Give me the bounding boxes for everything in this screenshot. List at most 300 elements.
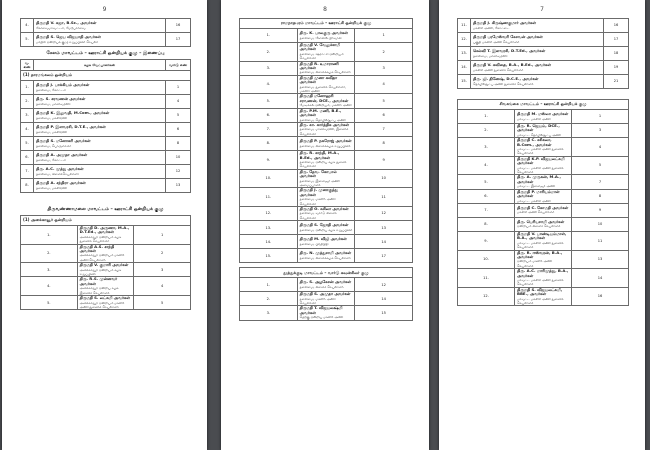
candidate-designation: தலைமை, மாணவரணி bbox=[36, 101, 71, 106]
ward-number: 11 bbox=[355, 188, 413, 207]
row-serial: 6. bbox=[458, 189, 515, 203]
row-serial: 1. bbox=[240, 278, 298, 292]
candidates-table bbox=[20, 59, 191, 193]
row-serial: 5. bbox=[21, 137, 34, 151]
ward-number: 16 bbox=[572, 287, 629, 306]
candidate-name: திருமதி T. விஜயலக்ஷ்மி அவர்கள் bbox=[299, 305, 343, 315]
candidate-name: திரு. K. பாலகுரு அவர்கள் bbox=[299, 30, 348, 36]
candidate-designation: தலைமை, துணைச் செயலாளர், மகளிர் அணி bbox=[299, 84, 346, 94]
table-row bbox=[21, 81, 191, 95]
table-row bbox=[21, 263, 191, 277]
table-row bbox=[240, 306, 413, 320]
candidate-designation: மாவட்ட தொழில்நுட்ப அணி bbox=[517, 132, 561, 137]
row-serial: 10. bbox=[240, 169, 298, 188]
candidate-name: திருமதி A.S. சாந்தி அவர்கள் bbox=[79, 243, 115, 254]
table-row bbox=[21, 151, 191, 165]
category-label: (1) தாரமங்கலம் ஒன்றியம் bbox=[21, 71, 191, 81]
candidate-designation: அனக்காவூர் ஒன்றியம் கழக உறுப்பினர் bbox=[79, 267, 122, 277]
candidates-table bbox=[239, 267, 413, 320]
row-serial: 15. bbox=[240, 249, 298, 263]
candidate-name: திருமதி P. நகரோஜ் அவர்கள் bbox=[299, 138, 352, 144]
page-number: 8 bbox=[323, 6, 327, 13]
ward-number: 17 bbox=[355, 249, 413, 263]
row-serial: 5. bbox=[240, 94, 298, 108]
candidate-designation: மாவட்ட மகளிர் அணி bbox=[517, 116, 551, 121]
table-row bbox=[458, 156, 629, 175]
candidate-name: திருமதி D. அருணா, M.A., D.T.Ed., அவர்கள் bbox=[79, 225, 130, 235]
candidate-designation: தலைமை, கிளைச்செயலாளர் bbox=[36, 171, 79, 176]
candidate-designation: அனக்காவூர் ஒன்றியம் கழக துணைச் செயலாளர் bbox=[79, 234, 122, 244]
candidate-cell bbox=[515, 124, 572, 138]
ward-number: 14 bbox=[355, 292, 413, 306]
candidate-designation: தலைமை, மகளிர் அணி செயலாளர் bbox=[299, 197, 336, 206]
table-row bbox=[458, 175, 629, 189]
ward-number: 3 bbox=[355, 61, 413, 75]
row-serial: 13. bbox=[458, 47, 471, 61]
candidate-name: திரு. S. சரவணன் அவர்கள் bbox=[36, 96, 86, 102]
row-serial: 7. bbox=[458, 203, 515, 217]
candidate-name: திரு. தேவ. கோபால் அவர்கள் bbox=[299, 168, 337, 179]
ward-number: 12 bbox=[355, 278, 413, 292]
candidate-name: திரு. R. சாந்தி, M.A., B.Ed., அவர்கள் bbox=[299, 150, 340, 160]
table-row bbox=[458, 269, 629, 288]
candidates-table bbox=[20, 215, 191, 310]
row-serial: 4. bbox=[21, 123, 34, 137]
ward-number: 17 bbox=[604, 33, 629, 47]
ward-number: 16 bbox=[604, 19, 629, 33]
candidate-cell bbox=[297, 151, 355, 170]
candidate-name: திரு. S. அழகேசன் அவர்கள் bbox=[299, 279, 351, 285]
candidate-cell bbox=[297, 292, 355, 306]
table-row bbox=[21, 123, 191, 137]
candidate-cell bbox=[34, 137, 166, 151]
candidate-designation: மாவட்ட மகளிர் அணி துணைச் செயலாளர் bbox=[517, 165, 564, 175]
candidate-name: திருமதி V. பாண்டியம்மாள், B.A., அவர்கள் bbox=[517, 230, 567, 241]
candidate-name: திருமதி K. இலுவதி, M.Com., அவர்கள் bbox=[36, 110, 110, 116]
candidate-cell bbox=[297, 43, 355, 62]
row-serial: 11. bbox=[240, 188, 298, 207]
candidate-name: திருமதி V. குமாரி அவர்கள் bbox=[79, 262, 129, 268]
candidate-cell bbox=[34, 179, 166, 193]
candidate-cell bbox=[297, 188, 355, 207]
table-row bbox=[240, 94, 413, 108]
table-row bbox=[21, 165, 191, 179]
candidate-designation: தலைமை, இளைஞர் அணி அமைப்பாளர் bbox=[299, 178, 340, 187]
candidate-name: செல்வி T. இளவரசி, D.T.Ed., அவர்கள் bbox=[473, 48, 546, 54]
candidate-designation: மாவட்ட இளைஞர் அணி bbox=[517, 184, 556, 189]
row-serial: 2. bbox=[458, 124, 515, 138]
candidate-cell bbox=[34, 33, 166, 47]
candidate-name: திருமதி J. முனாகுத்து அவர்கள் bbox=[299, 187, 338, 197]
candidate-cell bbox=[77, 296, 134, 310]
candidate-name: திருமதி பரமேஸ்வரி கேசவன் அவர்கள் bbox=[473, 34, 543, 40]
candidate-cell bbox=[471, 47, 604, 61]
column-header-name: கழக வேட்பாளர்கள் bbox=[34, 60, 166, 71]
table-row bbox=[458, 287, 629, 306]
candidate-designation: மாவட்ட மகளிர் அணி bbox=[517, 198, 551, 203]
table-row bbox=[458, 47, 629, 61]
ward-number: 5 bbox=[166, 109, 191, 123]
table-row bbox=[458, 189, 629, 203]
candidate-designation: தலைமை, கோட்டம் bbox=[36, 157, 66, 162]
top-continuation-table bbox=[20, 18, 191, 47]
row-serial: 4. bbox=[21, 19, 34, 33]
ward-number: 6 bbox=[355, 108, 413, 122]
candidate-designation: தலைமை, ஊராட்சி ஒன்றியம் செயலாளர் bbox=[299, 51, 344, 61]
candidate-cell bbox=[34, 123, 166, 137]
column-header-ward: வார்டு எண் bbox=[166, 60, 191, 71]
candidate-cell bbox=[515, 250, 572, 269]
row-serial: 5. bbox=[458, 175, 515, 189]
candidate-name: திருமதி K.P. விஜயலட்சுமி அவர்கள் bbox=[517, 155, 565, 166]
category-label: (1) அனக்காவூர் ஒன்றியம் bbox=[21, 216, 191, 226]
candidate-designation: தலைமை, ஒன்றிய கழக உறுப்பினர் bbox=[299, 227, 353, 232]
ward-number: 11 bbox=[572, 231, 629, 250]
candidate-cell bbox=[471, 33, 604, 47]
table-row bbox=[240, 108, 413, 122]
table-row bbox=[240, 151, 413, 170]
section-title: ராமநாதபுரம் மாவட்டம் – ஊராட்சி ஒன்றியக் குழு bbox=[240, 19, 413, 29]
row-serial: 12. bbox=[240, 207, 298, 221]
candidate-designation: மாவட்ட மகளிர் அணி துணைச் செயலாளர் bbox=[517, 277, 564, 287]
candidate-designation: தலைமை, மகளிரணி bbox=[36, 129, 67, 134]
table-row bbox=[240, 137, 413, 151]
table-row bbox=[458, 250, 629, 269]
ward-number: 15 bbox=[355, 306, 413, 320]
ward-number: 13 bbox=[166, 179, 191, 193]
ward-number: 9 bbox=[355, 151, 413, 170]
ward-number: 10 bbox=[572, 217, 629, 231]
ward-number: 4 bbox=[134, 277, 191, 296]
table-row bbox=[458, 75, 629, 89]
row-serial: 4. bbox=[240, 75, 298, 94]
candidate-designation: கோவைமாவட்டம், மேற்பார்வை bbox=[36, 25, 86, 30]
ward-number: 1 bbox=[166, 81, 191, 95]
ward-number: 17 bbox=[166, 33, 191, 47]
candidate-name: திருமதி P. மாரியம்மாள் அவர்கள் bbox=[517, 188, 560, 199]
row-serial: 9. bbox=[458, 231, 515, 250]
row-serial: 1. bbox=[458, 110, 515, 124]
table-row bbox=[240, 221, 413, 235]
section-heading: திருவண்ணாமலை மாவட்டம் – ஊராட்சி ஒன்றியக் குழு bbox=[47, 207, 164, 212]
candidate-designation: அனக்காவூர் ஒன்றிய கழக இணைச் செயலாளர் bbox=[79, 286, 119, 295]
candidate-name: திருமதி A. அமுதா அவர்கள் bbox=[36, 152, 88, 158]
ward-number: 1 bbox=[355, 29, 413, 43]
candidate-name: திருமதி J. பாக்கியம் அவர்கள் bbox=[36, 82, 90, 88]
ward-number: 16 bbox=[166, 19, 191, 33]
row-serial: 11. bbox=[458, 269, 515, 288]
candidate-designation: தலைமை, பிரதிநிதி bbox=[299, 241, 329, 246]
table-row bbox=[240, 292, 413, 306]
candidate-cell bbox=[34, 109, 166, 123]
candidate-name: திரு. A.C. மாரிமுத்து, B.A., அவர்கள் bbox=[517, 268, 569, 278]
candidate-designation: மாவட்ட மகளிர் அணி துணைச் செயலாளர் bbox=[517, 296, 564, 305]
row-serial: 3. bbox=[458, 138, 515, 157]
table-row bbox=[458, 19, 629, 33]
table-row bbox=[21, 137, 191, 151]
table-row bbox=[458, 203, 629, 217]
table-row bbox=[21, 226, 191, 245]
row-serial: 9. bbox=[240, 151, 298, 170]
candidate-name: திருமதி S. ஜெய விஜயாதி அவர்கள் bbox=[36, 34, 101, 40]
candidate-cell bbox=[297, 306, 355, 320]
candidate-designation: தலைமை, மகளிரணி bbox=[36, 115, 67, 120]
candidate-designation: தெற்கு ஒன்றிய மகளிர் அணி bbox=[299, 315, 343, 320]
row-serial: 1. bbox=[21, 226, 78, 245]
candidate-designation: தலைமை, கிளைக்கழக செயலாளர் bbox=[299, 70, 351, 75]
ward-number: 6 bbox=[166, 123, 191, 137]
ward-number: 14 bbox=[572, 269, 629, 288]
row-serial: 14. bbox=[240, 235, 298, 249]
candidate-cell bbox=[34, 81, 166, 95]
candidate-name: திரு. R.S. முன்னவர் அவர்கள் bbox=[79, 276, 118, 286]
candidate-cell bbox=[515, 138, 572, 157]
candidate-cell bbox=[297, 108, 355, 122]
ward-number: 3 bbox=[134, 263, 191, 277]
table-row bbox=[240, 249, 413, 263]
row-serial: 15. bbox=[458, 75, 471, 89]
candidate-designation: தலைமை, கிளைச் செயலாளர் bbox=[299, 284, 344, 289]
candidate-name: திருமதி மனோஹரி சரவணன், DCE., அவர்கள் bbox=[299, 93, 349, 103]
candidate-cell bbox=[471, 19, 604, 33]
table-row bbox=[240, 122, 413, 136]
candidate-cell bbox=[77, 244, 134, 263]
ward-number: 1 bbox=[572, 110, 629, 124]
ward-number: 14 bbox=[355, 235, 413, 249]
candidate-cell bbox=[297, 221, 355, 235]
document-page-8 bbox=[221, 0, 429, 450]
candidate-designation: தலைமை, மகளிர் அணி செயலாளர் bbox=[299, 296, 336, 306]
candidate-designation: மகளிர் அணி துணைச் செயலாளர் bbox=[473, 67, 524, 72]
row-serial: 4. bbox=[21, 277, 78, 296]
section-title: சிவகங்கை மாவட்டம் – ஊராட்சி ஒன்றியக் குழு bbox=[458, 100, 629, 110]
top-continuation-table bbox=[457, 18, 629, 89]
ward-number: 21 bbox=[604, 75, 629, 89]
candidate-designation: தொழில்நுட்ப அணி துணைச் செயலாளர் bbox=[473, 81, 534, 86]
table-row bbox=[240, 29, 413, 43]
candidate-name: திரு. ஜி. தினேஷ், D.C.E., அவர்கள் bbox=[473, 76, 539, 82]
table-row bbox=[240, 278, 413, 292]
candidate-name: திருமதி P. இளவரசி, D.T.E., அவர்கள் bbox=[36, 124, 106, 130]
candidate-cell bbox=[515, 175, 572, 189]
candidate-cell bbox=[297, 29, 355, 43]
ward-number: 13 bbox=[572, 250, 629, 269]
candidate-designation: ஒன்றியம் கிளைச் செயலாளர் bbox=[517, 224, 561, 229]
candidate-cell bbox=[515, 156, 572, 175]
candidate-cell bbox=[297, 61, 355, 75]
candidate-designation: தலைமை, மாணவரணி, இணைச் செயலாளர் bbox=[299, 127, 349, 136]
ward-number: 10 bbox=[166, 151, 191, 165]
table-row bbox=[458, 124, 629, 138]
candidate-cell bbox=[297, 94, 355, 108]
candidate-name: திருமதி C. சசிகலா, B.Com., அவர்கள் bbox=[517, 137, 552, 147]
row-serial: 8. bbox=[21, 179, 34, 193]
candidate-name: திரு. பெரியசாமி அவர்கள் bbox=[517, 219, 565, 224]
table-row bbox=[240, 235, 413, 249]
candidate-cell bbox=[297, 75, 355, 94]
candidate-name: திரு. A. முருகன், M.A., அவர்கள் bbox=[517, 174, 561, 184]
row-serial: 2. bbox=[21, 95, 34, 109]
candidate-designation: அனக்காவூர் ஒன்றியம் மகளிர் அணி துணைச் செயலாளர் bbox=[79, 300, 125, 309]
ward-number: 2 bbox=[355, 43, 413, 62]
table-row bbox=[21, 179, 191, 193]
candidates-table bbox=[457, 99, 629, 306]
table-row bbox=[240, 207, 413, 221]
row-serial: 6. bbox=[240, 108, 298, 122]
candidate-cell bbox=[515, 269, 572, 288]
table-row bbox=[240, 43, 413, 62]
row-serial: 5. bbox=[21, 33, 34, 47]
ward-number: 12 bbox=[355, 207, 413, 221]
candidate-designation: மகளிர் அணி செயலாளர் bbox=[517, 210, 555, 215]
ward-number: 8 bbox=[166, 137, 191, 151]
table-row bbox=[458, 231, 629, 250]
ward-number: 4 bbox=[166, 95, 191, 109]
candidate-cell bbox=[515, 217, 572, 231]
row-serial: 3. bbox=[21, 263, 78, 277]
column-header-no: வ. எண் bbox=[21, 60, 34, 71]
ward-number: 7 bbox=[355, 122, 413, 136]
row-serial: 2. bbox=[240, 292, 298, 306]
ward-number: 19 bbox=[604, 61, 629, 75]
document-page-7 bbox=[439, 0, 645, 450]
candidate-cell bbox=[297, 278, 355, 292]
row-serial: 8. bbox=[458, 217, 515, 231]
candidates-table bbox=[239, 18, 413, 263]
ward-number: 4 bbox=[355, 75, 413, 94]
table-row bbox=[21, 95, 191, 109]
row-serial: 3. bbox=[21, 109, 34, 123]
candidate-name: திருமதி M. விஜி அவர்கள் bbox=[299, 236, 347, 242]
candidate-name: திருமதி R. உமாராணி அவர்கள் bbox=[299, 60, 339, 71]
candidate-name: திருமதி V. கஜா, B.Sc., அவர்கள் bbox=[36, 20, 97, 26]
ward-number: 18 bbox=[604, 47, 629, 61]
row-serial: 4. bbox=[458, 156, 515, 175]
candidate-cell bbox=[297, 122, 355, 136]
candidate-designation: அனக்காவூர் ஒன்றியம் மகளிர் அணி செயலாளர் bbox=[79, 253, 125, 262]
candidate-designation: தலைமை, கோவில் நிர்வாகி bbox=[299, 35, 342, 40]
table-row bbox=[458, 33, 629, 47]
candidate-designation: தலைமை, கிளைக்கழக உறுப்பினர் bbox=[299, 143, 351, 148]
row-serial: 8. bbox=[240, 137, 298, 151]
candidate-designation: தலைமை, கோட்டம் bbox=[36, 87, 66, 92]
candidate-cell bbox=[77, 226, 134, 245]
candidate-cell bbox=[77, 263, 134, 277]
candidate-cell bbox=[471, 61, 604, 75]
table-row bbox=[240, 61, 413, 75]
table-row bbox=[458, 61, 629, 75]
ward-number: 5 bbox=[572, 156, 629, 175]
ward-number: 12 bbox=[166, 165, 191, 179]
candidate-designation: தலைமை, பொருளாளர் bbox=[36, 143, 72, 148]
candidate-cell bbox=[297, 169, 355, 188]
ward-number: 8 bbox=[355, 137, 413, 151]
ward-number: 3 bbox=[572, 124, 629, 138]
candidate-name: திருமதி S. லட்சுமி அவர்கள் bbox=[79, 295, 130, 301]
table-row bbox=[21, 19, 191, 33]
candidate-name: திருமதி S. விஜயலட்சுமி, BBE., அவர்கள் bbox=[517, 286, 563, 297]
document-page-9 bbox=[2, 0, 207, 450]
ward-number: 10 bbox=[355, 169, 413, 188]
candidate-name: திருமதி V. வேலுச்சாமி அவர்கள் bbox=[299, 42, 341, 52]
candidate-designation: மாவட்ட மகளிர் அணி துணைச் செயலாளர் bbox=[517, 147, 564, 156]
candidate-cell bbox=[34, 151, 166, 165]
row-serial: 1. bbox=[21, 81, 34, 95]
row-serial: 10. bbox=[458, 250, 515, 269]
table-row bbox=[21, 296, 191, 310]
candidate-cell bbox=[515, 287, 572, 306]
candidate-name: திரு. A.C. முத்து அவர்கள் bbox=[36, 166, 84, 172]
row-serial: 1. bbox=[240, 29, 298, 43]
candidate-name: திருமதி S. அமுதா அவர்கள் bbox=[299, 291, 351, 297]
table-row bbox=[21, 109, 191, 123]
candidate-name: திரு. R. ஈஸ்வரன், B.A., அவர்கள் bbox=[517, 249, 563, 259]
ward-number: 5 bbox=[355, 94, 413, 108]
page-number: 7 bbox=[540, 6, 544, 13]
table-row bbox=[21, 244, 191, 263]
row-serial: 7. bbox=[21, 165, 34, 179]
candidate-cell bbox=[515, 231, 572, 250]
candidate-name: திருமதி O. சுசிலா அவர்கள் bbox=[299, 206, 349, 211]
row-serial: 14. bbox=[458, 61, 471, 75]
candidate-name: திருமதி S. மனோகரி அவர்கள் bbox=[36, 138, 91, 144]
row-serial: 2. bbox=[240, 43, 298, 62]
candidate-cell bbox=[297, 207, 355, 221]
candidate-cell bbox=[297, 249, 355, 263]
ward-number: 9 bbox=[572, 203, 629, 217]
candidate-name: திருமதி M. மஸ்லா அவர்கள் bbox=[517, 111, 569, 117]
table-row bbox=[458, 110, 629, 124]
section-heading: சேலம் மாவட்டம் – ஊராட்சி ஒன்றியக் குழு – இணைப்பு bbox=[46, 51, 165, 56]
candidate-cell bbox=[34, 19, 166, 33]
row-serial: 2. bbox=[21, 244, 78, 263]
candidate-designation: தலைமை, மாணவரணி bbox=[473, 53, 508, 58]
table-row bbox=[240, 188, 413, 207]
ward-number: 7 bbox=[572, 175, 629, 189]
ward-number: 5 bbox=[134, 296, 191, 310]
section-title: தூத்துக்குடி மாவட்டம் – வார்டு கவுன்சிலர் குழு bbox=[240, 268, 413, 278]
candidate-designation: ஒன்றியம் மகளிர் அணி செயலாளர் bbox=[517, 259, 553, 268]
candidate-name: திரு. P.M. மணி, B.E., அவர்கள் bbox=[299, 107, 342, 118]
candidate-designation: தலைமை, கிளைக்கழக செயலாளர் bbox=[299, 255, 351, 260]
candidate-designation: பகுதி மகளிர் அணி செயலாளர் bbox=[473, 39, 520, 44]
ward-number: 13 bbox=[355, 221, 413, 235]
candidate-cell bbox=[297, 137, 355, 151]
table-row bbox=[240, 169, 413, 188]
candidate-designation: தலைமை, தொழில்நுட்ப அணி bbox=[299, 117, 346, 122]
candidate-name: திரு. N. முத்துசாமி அவர்கள் bbox=[299, 250, 352, 256]
page-number: 9 bbox=[102, 6, 107, 13]
candidate-name: திருமதி V. கவிதை, B.A., B.Ed., அவர்கள் bbox=[473, 62, 551, 68]
candidate-cell bbox=[34, 165, 166, 179]
candidate-designation: தலைமை, ஒன்றிய கழக துணை செயலாளர் bbox=[299, 159, 347, 169]
table-row bbox=[458, 217, 629, 231]
candidate-cell bbox=[515, 110, 572, 124]
row-serial: 5. bbox=[21, 296, 78, 310]
candidate-designation: மாவட்ட மகளிர் அணி துணைச் செயலாளர் bbox=[517, 240, 564, 250]
candidate-designation: தலைமை, வார்டு கிளைச் செயலாளர் bbox=[299, 211, 337, 220]
candidate-name: திருமதி முனா கவிதா அவர்கள் bbox=[299, 74, 338, 85]
row-serial: 6. bbox=[21, 151, 34, 165]
candidate-name: திருமதி S. ஜோதி அவர்கள் bbox=[299, 222, 349, 228]
candidate-name: திரு. R. ஜெயம், DCE., அவர்கள் bbox=[517, 123, 560, 133]
row-serial: 3. bbox=[240, 306, 298, 320]
candidate-designation: மாநில ஒன்றியக் குழு உறுப்பினர் செயலர் bbox=[36, 39, 99, 44]
row-serial: 7. bbox=[240, 122, 298, 136]
row-serial: 12. bbox=[458, 287, 515, 306]
candidate-cell bbox=[34, 95, 166, 109]
table-row bbox=[240, 75, 413, 94]
